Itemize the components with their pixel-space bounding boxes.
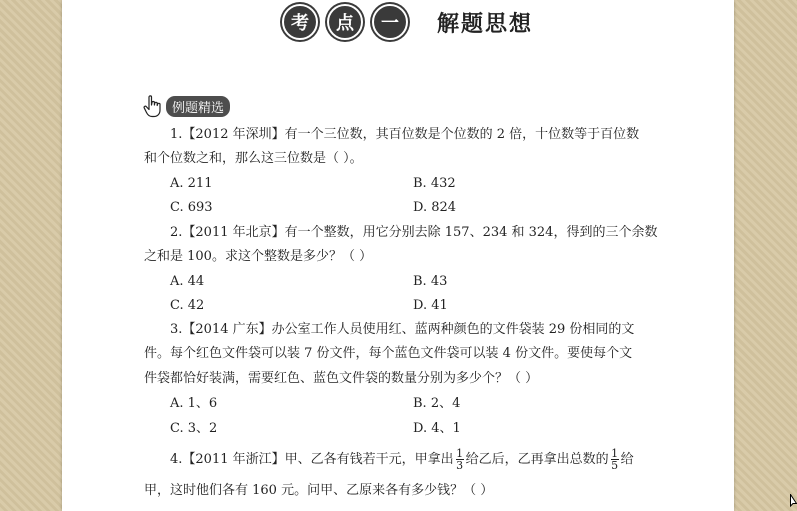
pointing-hand-icon	[142, 94, 164, 118]
question-3-text: 件。每个红色文件袋可以装 7 份文件，每个蓝色文件袋可以装 4 份文件。要使每个文	[144, 346, 633, 361]
background-left	[0, 0, 62, 511]
question-1-option: D. 824	[413, 200, 457, 215]
fraction-one-third	[456, 448, 464, 471]
question-1-text: 和个位数之和，那么这三位数是（ ）。	[144, 151, 363, 166]
fraction-one-fifth	[611, 448, 619, 471]
question-3-text: 件袋都恰好装满，需要红色、蓝色文件袋的数量分别为多少个？（ ）	[144, 371, 539, 386]
fraction-denominator: 3	[456, 459, 464, 472]
chapter-header	[282, 2, 533, 42]
question-3-text: 3.【2014 广东】办公室工作人员使用红、蓝两种颜色的文件袋装 29 份相同的文	[170, 322, 635, 337]
question-2-text: 2.【2011 年北京】有一个整数，用它分别去除 157、234 和 324，得到的三个余数	[170, 225, 658, 240]
fraction-numerator: 1	[456, 447, 464, 460]
question-2-option: D. 41	[413, 298, 448, 313]
question-1-option: C. 693	[170, 200, 213, 215]
header-title: 解题思想	[437, 11, 534, 37]
question-2-option: B. 43	[413, 274, 448, 289]
question-3-option: C. 3、2	[170, 421, 218, 436]
section-title: 例题精选	[166, 96, 230, 117]
section-label	[142, 94, 230, 118]
question-4-part: 给乙后，乙再拿出总数的	[465, 452, 609, 467]
question-1-option: A. 211	[170, 176, 213, 191]
question-1-option: B. 432	[413, 176, 456, 191]
question-3-option: D. 4、1	[413, 421, 461, 436]
question-2-option: C. 42	[170, 298, 205, 313]
document-page	[62, 0, 734, 511]
question-2-text: 之和是 100。求这个整数是多少？（ ）	[144, 249, 373, 264]
question-4-text: 甲，这时他们各有 160 元。问甲、乙原来各有多少钱？（ ）	[144, 483, 494, 498]
background-right	[734, 0, 797, 511]
fraction-numerator: 1	[611, 447, 619, 460]
mouse-cursor-icon	[790, 494, 797, 508]
question-1-text: 1.【2012 年深圳】有一个三位数，其百位数是个位数的 2 倍，十位数等于百位数	[170, 127, 640, 142]
question-4-text	[170, 448, 634, 472]
question-3-option: B. 2、4	[413, 396, 461, 411]
question-4-part: 给	[620, 452, 634, 467]
question-2-option: A. 44	[170, 274, 205, 289]
header-badge: 考	[282, 4, 318, 40]
header-badge: 一	[372, 4, 408, 40]
header-badge: 点	[327, 4, 363, 40]
fraction-denominator: 5	[611, 459, 619, 472]
question-4-part: 4.【2011 年浙江】甲、乙各有钱若干元，甲拿出	[170, 452, 454, 467]
question-3-option: A. 1、6	[170, 396, 218, 411]
